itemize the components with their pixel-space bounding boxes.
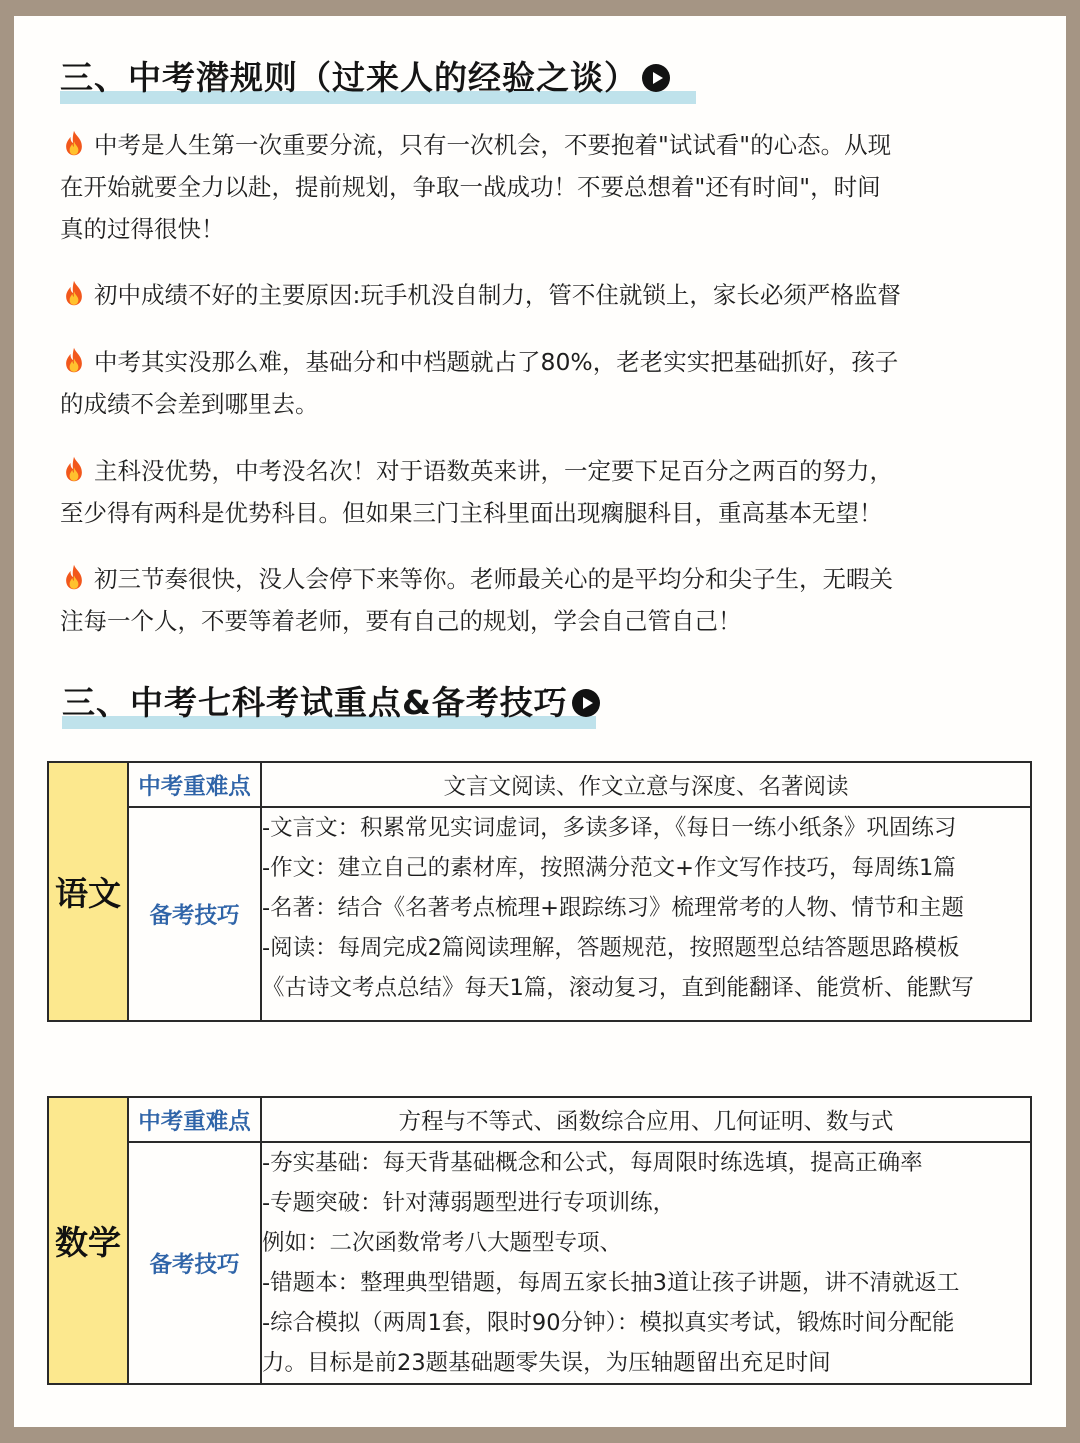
page-card [14, 16, 1066, 1427]
fire-icon [60, 455, 88, 483]
tip-paragraph-1: 中考是人生第一次重要分流，只有一次机会，不要抱着"试试看"的心态。从现 在开始就要全力以赴，提前规划，争取一战成功！不要总想着"还有时间"，时间 真的过得很快！ [60, 131, 892, 243]
fire-icon [60, 563, 88, 591]
tip-line: -错题本：整理典型错题，每周五家长抽3道让孩子讲题，讲不清就返工 [262, 1270, 960, 1296]
tip-line: -名著：结合《名著考点梳理+跟踪练习》梳理常考的人物、情节和主题 [262, 895, 964, 921]
tip-line: 《古诗文考点总结》每天1篇，滚动复习，直到能翻译、能赏析、能默写 [262, 975, 974, 1001]
tip-line: -阅读：每周完成2篇阅读理解，答题规范，按照题型总结答题思路模板 [262, 935, 960, 961]
section2-title: 三、中考七科考试重点&备考技巧 [62, 681, 600, 725]
subject-name: 语文 [48, 762, 128, 1021]
tip-line: -专题突破：针对薄弱题型进行专项训练， [262, 1190, 676, 1216]
tip-paragraph-3: 中考其实没那么难，基础分和中档题就占了80%，老老实实把基础抓好，孩子 的成绩不会差到哪里去。 [60, 348, 899, 418]
tip-line: -综合模拟（两周1套，限时90分钟）：模拟真实考试，锻炼时间分配能 [262, 1310, 955, 1336]
fire-icon [60, 279, 88, 307]
focus-label: 中考重难点 [128, 1097, 261, 1142]
fire-icon [60, 346, 88, 374]
tip-paragraph-2: 初中成绩不好的主要原因:玩手机没自制力，管不住就锁上，家长必须严格监督 [60, 274, 1000, 316]
subject-name: 数学 [48, 1097, 128, 1384]
play-circle-icon [572, 689, 600, 717]
tips-label: 备考技巧 [128, 1142, 261, 1384]
tip-line: -夯实基础：每天背基础概念和公式，每周限时练选填，提高正确率 [262, 1150, 923, 1176]
tip-line: 例如：二次函数常考八大题型专项、 [262, 1230, 623, 1256]
tip-paragraph-5: 初三节奏很快，没人会停下来等你。老师最关心的是平均分和尖子生，无暇关 注每一个人，不要等着老师，要有自己的规划，学会自己管自己！ [60, 565, 893, 635]
tips-cell [261, 807, 1031, 1021]
section1-title: 三、中考潜规则（过来人的经验之谈） [60, 56, 670, 100]
tips-label: 备考技巧 [128, 807, 261, 1021]
tip-line: -文言文：积累常见实词虚词，多读多译，《每日一练小纸条》巩固练习 [262, 815, 957, 841]
subject-table-math [47, 1096, 1032, 1385]
focus-text: 方程与不等式、函数综合应用、几何证明、数与式 [261, 1097, 1031, 1142]
tip-line: 力。目标是前23题基础题零失误，为压轴题留出充足时间 [262, 1350, 831, 1376]
play-circle-icon [642, 64, 670, 92]
focus-text: 文言文阅读、作文立意与深度、名著阅读 [261, 762, 1031, 807]
focus-label: 中考重难点 [128, 762, 261, 807]
fire-icon [60, 129, 88, 157]
tips-cell [261, 1142, 1031, 1384]
tip-paragraph-4: 主科没优势，中考没名次！对于语数英来讲，一定要下足百分之两百的努力， 至少得有两科是优势科目。但如果三门主科里面出现瘸腿科目，重高基本无望！ [60, 457, 893, 527]
subject-table-chinese [47, 761, 1032, 1022]
tip-line: -作文：建立自己的素材库，按照满分范文+作文写作技巧，每周练1篇 [262, 855, 956, 881]
